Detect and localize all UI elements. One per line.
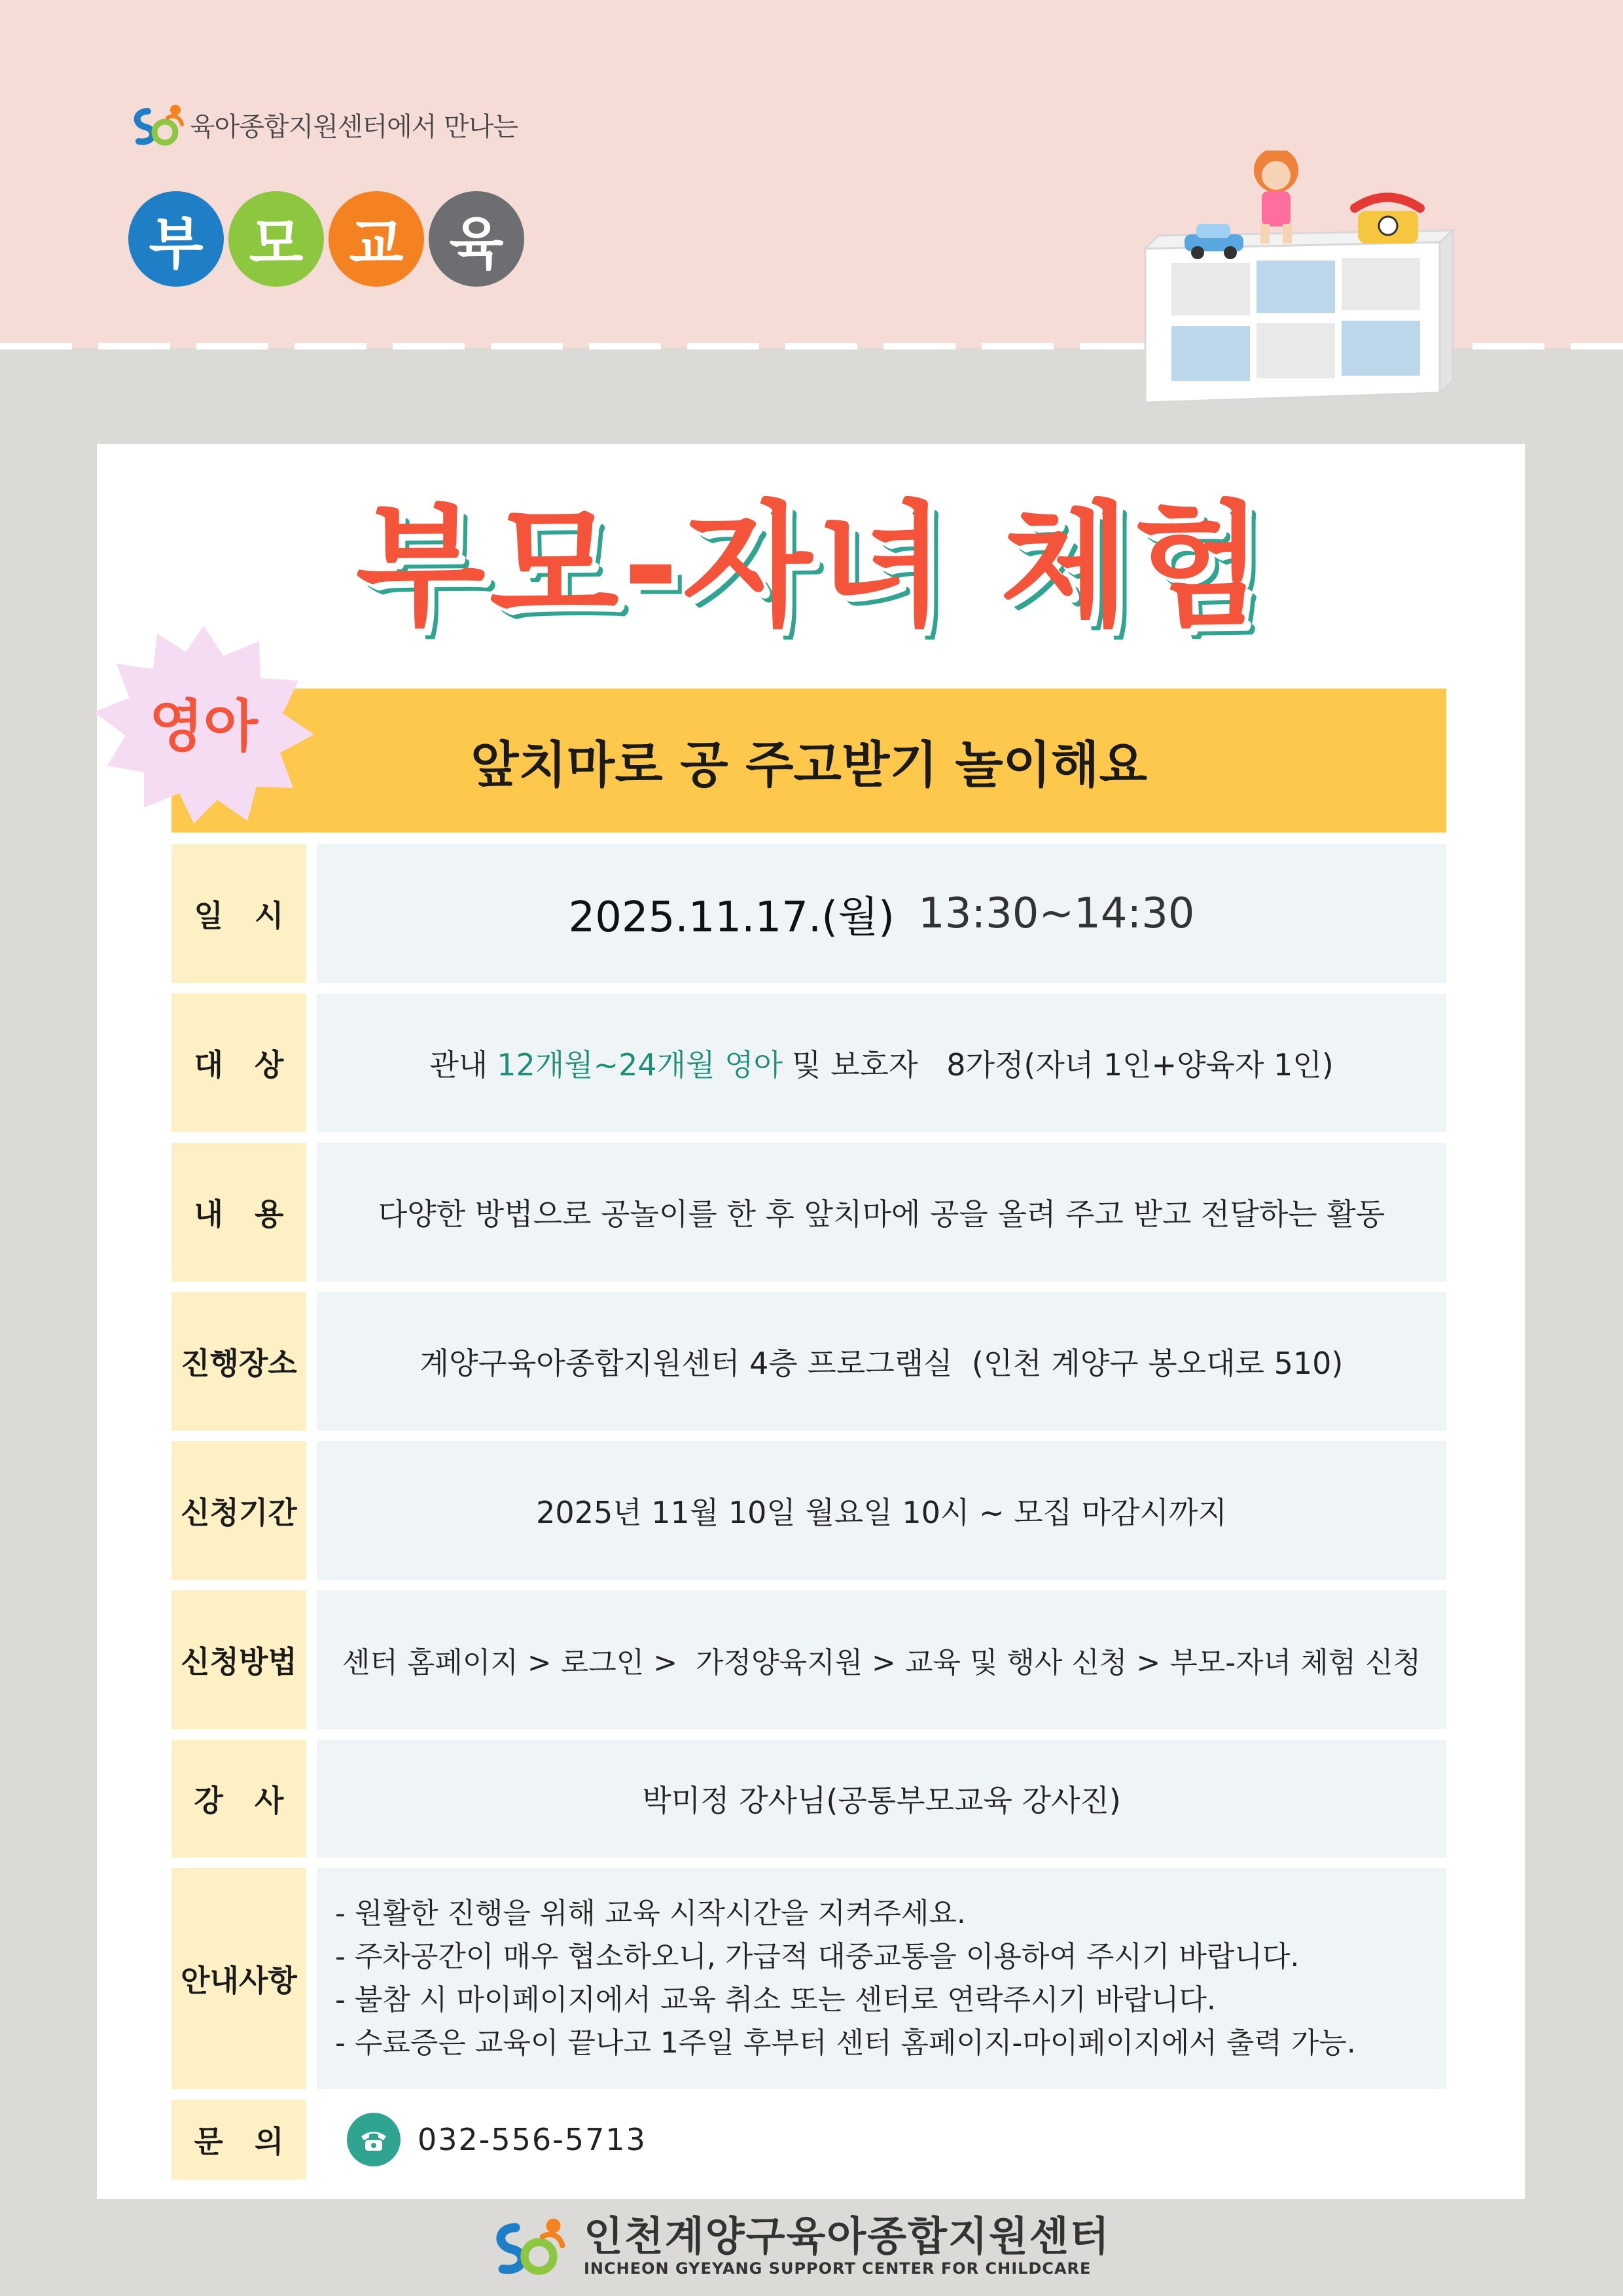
row-period: [171, 1441, 1446, 1580]
row-contact-label: 문 의: [171, 2100, 306, 2179]
page-title: 부모-자녀 체험: [355, 489, 1268, 645]
row-target-value: [317, 994, 1446, 1132]
footer-center-name: 인천계양구육아종합지원센터: [584, 2212, 1111, 2260]
row-method-value: 센터 홈페이지 > 로그인 > 가정양육지원 > 교육 및 행사 신청 > 부모-자녀 체험 신청: [317, 1590, 1446, 1729]
footer-texts: [584, 2214, 1111, 2278]
row-venue-label: 진행장소: [171, 1292, 306, 1431]
row-content-label: 내 용: [171, 1143, 306, 1282]
row-content-value: 다양한 방법으로 공놀이를 한 후 앞치마에 공을 올려 주고 받고 전달하는 활동: [317, 1143, 1446, 1282]
notice-item: - 주차공간이 매우 협소하오니, 가급적 대중교통을 이용하여 주시기 바랍니다.: [335, 1940, 1300, 1973]
notice-item: - 불참 시 마이페이지에서 교육 취소 또는 센터로 연락주시기 바랍니다.: [335, 1983, 1216, 2017]
badge-bu: 부: [128, 191, 224, 287]
row-date-label: 일 시: [171, 844, 306, 983]
row-contact-value: [317, 2100, 1446, 2179]
row-target: [171, 994, 1446, 1132]
row-instructor: [171, 1740, 1446, 1857]
notice-item: - 수료증은 교육이 끝나고 1주일 후부터 센터 홈페이지-마이페이지에서 출력 가능.: [335, 2026, 1356, 2060]
row-notice-label: 안내사항: [171, 1868, 306, 2089]
row-method-label: 신청방법: [171, 1590, 306, 1729]
badge-gyo: 교: [329, 191, 424, 287]
row-period-value: 2025년 11월 10일 월요일 10시 ~ 모집 마감시까지: [317, 1441, 1446, 1580]
row-notice: [171, 1868, 1446, 2089]
notice-item: - 원활한 진행을 위해 교육 시작시간을 지켜주세요.: [335, 1897, 966, 1930]
center-logo-icon: [128, 98, 186, 151]
contact-phone[interactable]: 032-556-5713: [418, 2122, 647, 2157]
target-prefix: 관내: [429, 1047, 488, 1083]
notice-list: [317, 1892, 1356, 2065]
row-contact: [171, 2100, 1446, 2179]
badge-yuk: 육: [429, 191, 524, 287]
footer-english-name: INCHEON GYEYANG SUPPORT CENTER FOR CHILDCARE: [584, 2259, 1092, 2278]
target-suffix: 및 보호자 8가정(자녀 1인+양육자 1인): [792, 1047, 1334, 1083]
row-date-value: [317, 844, 1446, 983]
row-venue-value: 계양구육아종합지원센터 4층 프로그램실 (인천 계양구 봉오대로 510): [317, 1292, 1446, 1431]
badge-mo: 모: [228, 191, 324, 287]
row-instructor-value: 박미정 강사님(공통부모교육 강사진): [317, 1740, 1446, 1857]
row-target-label: 대 상: [171, 994, 306, 1132]
footer-logo-icon: [486, 2210, 571, 2282]
event-time: 13:30~14:30: [918, 889, 1195, 938]
toy-shelf-illustration: [1132, 151, 1472, 412]
age-tag: 영아: [149, 694, 259, 759]
row-period-label: 신청기간: [171, 1441, 306, 1580]
event-date: 2025.11.17.(월): [568, 893, 895, 942]
target-age-range: 12개월~24개월 영아: [497, 1047, 783, 1083]
footer: [486, 2210, 1111, 2282]
brand-tagline: 육아종합지원센터에서 만나는: [190, 111, 518, 142]
row-instructor-label: 강 사: [171, 1740, 306, 1857]
parent-education-badges: [128, 191, 529, 287]
row-venue: [171, 1292, 1446, 1431]
program-subtitle: 앞치마로 공 주고받기 놀이해요: [171, 689, 1446, 833]
row-date: [171, 844, 1446, 983]
brand-row: [128, 98, 518, 151]
phone-icon: [347, 2113, 401, 2166]
row-content: [171, 1143, 1446, 1282]
row-notice-value: [317, 1868, 1446, 2089]
row-method: [171, 1590, 1446, 1729]
